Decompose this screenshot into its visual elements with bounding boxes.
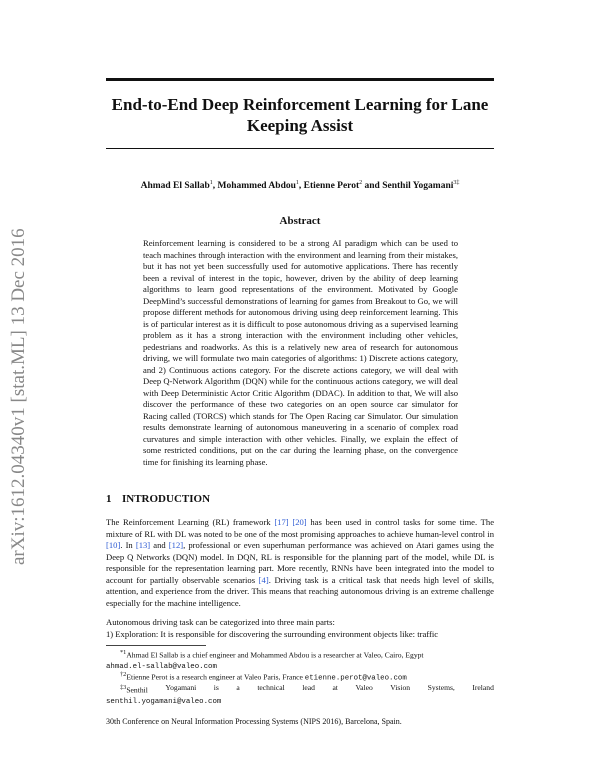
- citation-link[interactable]: [17]: [274, 517, 289, 527]
- author-name: Senthil Yogamani: [382, 181, 454, 192]
- footnote-text: Etienne Perot is a research engineer at Valeo Paris, France: [126, 672, 305, 682]
- intro-text: and: [150, 540, 169, 550]
- citation-link[interactable]: [10]: [106, 540, 121, 550]
- paper-title: [106, 94, 494, 136]
- intro-text: . Driving task is a critical task that needs high level of skills, attention, and experience from the driver. This means that reaching autonomous driving is an extreme challenge especially for the machine intelligence.: [106, 574, 494, 608]
- body-paragraph: Autonomous driving task can be categorized into three main parts:: [106, 617, 335, 627]
- footnote-word: Valeo: [355, 683, 373, 692]
- footnote-text: Ahmad El Sallab is a chief engineer and Mohammed Abdou is a researcher at Valeo, Cairo, Egypt: [126, 650, 424, 660]
- footnote-mark: †2: [120, 671, 127, 678]
- citation-link[interactable]: [4]: [258, 574, 269, 585]
- intro-text: , professional or even superhuman performance was achieved on Atari games using the Deep Q Networks (DQN) model. In DQN, RL is responsible for the planning part of the model, while DL is responsible for the representation learning part. More recently, RNNs have been integrated into the model to account for partially observable scenarios: [106, 540, 494, 585]
- section-title: INTRODUCTION: [122, 493, 211, 505]
- footnote-rule: [106, 645, 206, 646]
- author-mark: 1: [295, 180, 299, 186]
- footnote-word: at: [332, 683, 338, 692]
- citation-link[interactable]: [20]: [292, 517, 307, 527]
- author-mark: 2: [359, 180, 363, 186]
- intro-text: has been used in control tasks for some time. The mixture of RL with DL was noted to be one of the most promising approaches to achieve human-level control in: [106, 517, 495, 539]
- section-number: 1: [106, 493, 112, 505]
- citation-link[interactable]: [12]: [168, 540, 184, 550]
- arxiv-stamp: arXiv:1612.04340v1 [stat.ML] 13 Dec 2016: [8, 228, 29, 565]
- author-name: Ahmad El Sallab: [140, 181, 210, 192]
- footnote-word: Ireland: [472, 683, 494, 692]
- footnote-word: Senthil: [126, 685, 148, 695]
- footnote-word: Vision: [390, 683, 411, 692]
- footnote-word: technical: [257, 683, 285, 692]
- intro-text: The Reinforcement Learning (RL) framework: [106, 517, 275, 527]
- footnote-word: Yogamani: [165, 683, 197, 692]
- footnote-3: [106, 683, 494, 707]
- footnote-mark: ‡3: [120, 684, 127, 691]
- intro-text: . In: [120, 540, 136, 550]
- author-name: Mohammed Abdou: [217, 181, 296, 192]
- footnote-1: [106, 648, 508, 672]
- footnote-2: [106, 670, 508, 684]
- author-list: Ahmad El Sallab$^1$, Mohammed Abdou$^1$, Etienne Perot$^2$ and Senthil Yogamani$^{3\ddagger}$: [140, 180, 460, 192]
- title-line-1: End-to-End Deep Reinforcement Learning for Lane: [111, 95, 489, 114]
- citation-link[interactable]: [13]: [135, 540, 151, 550]
- author-name: Etienne Perot: [303, 181, 360, 192]
- abstract-text: Reinforcement learning is considered to be a strong AI paradigm which can be used to teach machines through interaction with the environment and learning from their mistakes, but it has not yet been successfully used for automotive applications. There has recently been a revival of interest in the topic, however, driven by the ability of deep learning algorithms to learn good representations of the environment. Motivated by Google DeepMind’s successful demonstrations of learning for games from Breakout to Go, we will propose different methods for autonomous driving using deep reinforcement learning. This is of particular interest as it is difficult to pose autonomous driving as a supervised learning problem as it has a strong interaction with the environment including other vehicles, pedestrians and roadworks. As this is a relatively new area of research for autonomous driving, we will formulate two main categories of algorithms: 1) Discrete actions category, and 2) Continuous actions category. For the discrete actions category, we will deal with Deep Q-Network Algorithm (DQN) while for the continuous actions category, we will deal with Deep Deterministic Actor Critic Algorithm (DDAC). In addition to that, We will also discover the performance of these two categories on an open source car simulator for Racing called (TORCS) which stands for The Open Racing car Simulator. Our simulation results demonstrate learning of autonomous maneuvering in a scenario of complex road curvatures and simple interaction with other vehicles. Finally, we explain the effect of some restricted conditions, put on the car during the learning phase, on the convergence time for finishing its learning phase.: [143, 238, 458, 467]
- conference-note: 30th Conference on Neural Information Processing Systems (NIPS 2016), Barcelona, Spain.: [106, 717, 402, 726]
- footnote-word: Systems,: [427, 683, 455, 692]
- footnote-word: a: [236, 683, 240, 692]
- title-bottom-rule: [106, 148, 494, 149]
- email-link[interactable]: ahmad.el-sallab@valeo.com: [106, 662, 217, 671]
- footnote-word: is: [213, 683, 219, 692]
- author-mark: 1: [209, 180, 213, 186]
- footnote-justified-line: [106, 683, 494, 696]
- abstract-heading: Abstract: [279, 215, 321, 227]
- body-paragraph: 1) Exploration: It is responsible for discovering the surrounding environment objects like: traffic: [106, 629, 439, 639]
- title-line-2: Keeping Assist: [246, 116, 354, 135]
- intro-paragraph: [106, 517, 494, 609]
- title-top-rule: [106, 78, 494, 81]
- email-link[interactable]: etienne.perot@valeo.com: [304, 674, 407, 683]
- footnote-mark: *1: [120, 649, 127, 656]
- section-heading: [106, 493, 210, 505]
- email-link[interactable]: senthil.yogamani@valeo.com: [106, 697, 222, 706]
- author-mark: 3‡: [453, 180, 460, 186]
- footnote-word: lead: [302, 683, 315, 692]
